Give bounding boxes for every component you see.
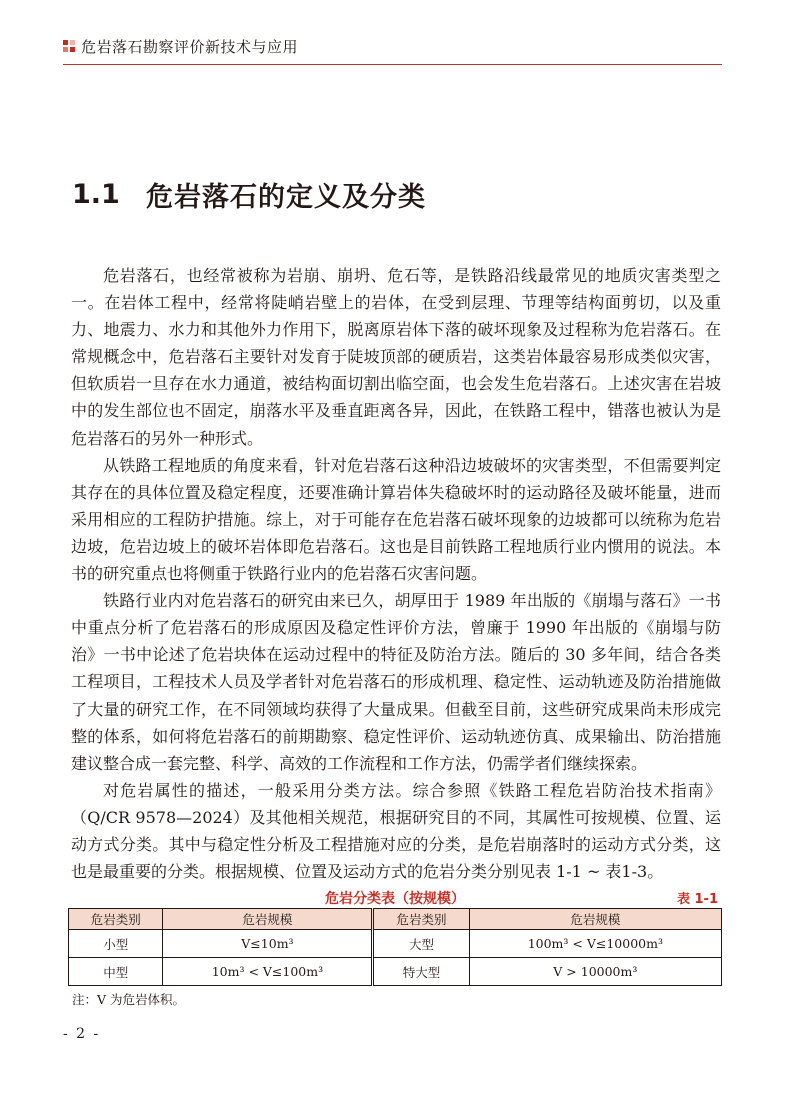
table-caption <box>68 888 722 906</box>
body-text <box>71 262 721 885</box>
section-title: 危岩落石的定义及分类 <box>146 182 426 213</box>
classification-table <box>68 908 722 986</box>
table-header-cell: 危岩规模 <box>163 909 373 930</box>
header-logo-icon <box>63 40 75 52</box>
paragraph: 危岩落石，也经常被称为岩崩、崩坍、危石等，是铁路沿线最常见的地质灾害类型之一。在岩体工程中，经常将陡峭岩壁上的岩体，在受到层理、节理等结构面剪切，以及重力、地震力、水力和其他外力作用下，脱离原岩体下落的破坏现象及过程称为危岩落石。在常规概念中，危岩落石主要针对发育于陡坡顶部的硬质岩，这类岩体最容易形成类似灾害，但软质岩一旦存在水力通道，被结构面切割出临空面，也会发生危岩落石。上述灾害在岩坡中的发生部位也不固定，崩落水平及垂直距离各异，因此，在铁路工程中，错落也被认为是危岩落石的另外一种形式。 <box>71 266 721 448</box>
running-header <box>63 34 298 58</box>
table-cell: 小型 <box>69 930 163 958</box>
book-title: 危岩落石勘察评价新技术与应用 <box>81 37 299 56</box>
page-number: - 2 - <box>63 1026 101 1042</box>
table-header-cell: 危岩类别 <box>69 909 163 930</box>
table-cell: 中型 <box>69 958 163 986</box>
table-number: 表 1-1 <box>676 892 718 907</box>
table-cell: 100m³ < V≤10000m³ <box>469 930 721 958</box>
table-row <box>69 930 722 958</box>
section-number: 1.1 <box>72 179 120 210</box>
table-title: 危岩分类表（按规模） <box>325 891 465 907</box>
paragraph: 从铁路工程地质的角度来看，针对危岩落石这种沿边坡破坏的灾害类型，不但需要判定其存在的具体位置及稳定程度，还要准确计算岩体失稳破坏时的运动路径及破坏能量，进而采用相应的工程防护措施。综上，对于可能存在危岩落石破坏现象的边坡都可以统称为危岩边坡，危岩边坡上的破坏岩体即危岩落石。这也是目前铁路工程地质行业内惯用的说法。本书的研究重点也将侧重于铁路行业内的危岩落石灾害问题。 <box>71 455 721 584</box>
paragraph: 对危岩属性的描述，一般采用分类方法。综合参照《铁路工程危岩防治技术指南》（Q/CR 9578—2024）及其他相关规范，根据研究目的不同，其属性可按规模、位置、运动方式分类。其中与稳定性分析及工程措施对应的分类，是危岩崩落时的运动方式分类，这也是最重要的分类。根据规模、位置及运动方式的危岩分类分别见表 1-1 ~ 表1-3。 <box>71 780 721 882</box>
table-note: 注：V 为危岩体积。 <box>72 992 186 1007</box>
table-cell: 大型 <box>373 930 469 958</box>
table-cell: V > 10000m³ <box>469 958 721 986</box>
table-header-row <box>69 909 722 930</box>
table-header-cell: 危岩规模 <box>469 909 721 930</box>
header-rule <box>63 64 722 65</box>
table-cell: 10m³ < V≤100m³ <box>163 958 373 986</box>
section-heading <box>72 175 426 214</box>
table-row <box>69 958 722 986</box>
table-cell: 特大型 <box>373 958 469 986</box>
paragraph: 铁路行业内对危岩落石的研究由来已久，胡厚田于 1989 年出版的《崩塌与落石》一书中重点分析了危岩落石的形成原因及稳定性评价方法，曾廉于 1990 年出版的《崩塌与防治》一书中论述了危岩块体在运动过程中的特征及防治方法。随后的 30 多年间，结合各类工程项目，工程技术人员及学者针对危岩落石的形成机理、稳定性、运动轨迹及防治措施做了大量的研究工作，在不同领域均获得了大量成果。但截至目前，这些研究成果尚未形成完整的体系，如何将危岩落石的前期勘察、稳定性评价、运动轨迹仿真、成果输出、防治措施建议整合成一套完整、科学、高效的工作流程和工作方法，仍需学者们继续探索。 <box>71 591 721 773</box>
table-header-cell: 危岩类别 <box>373 909 469 930</box>
table-cell: V≤10m³ <box>163 930 373 958</box>
